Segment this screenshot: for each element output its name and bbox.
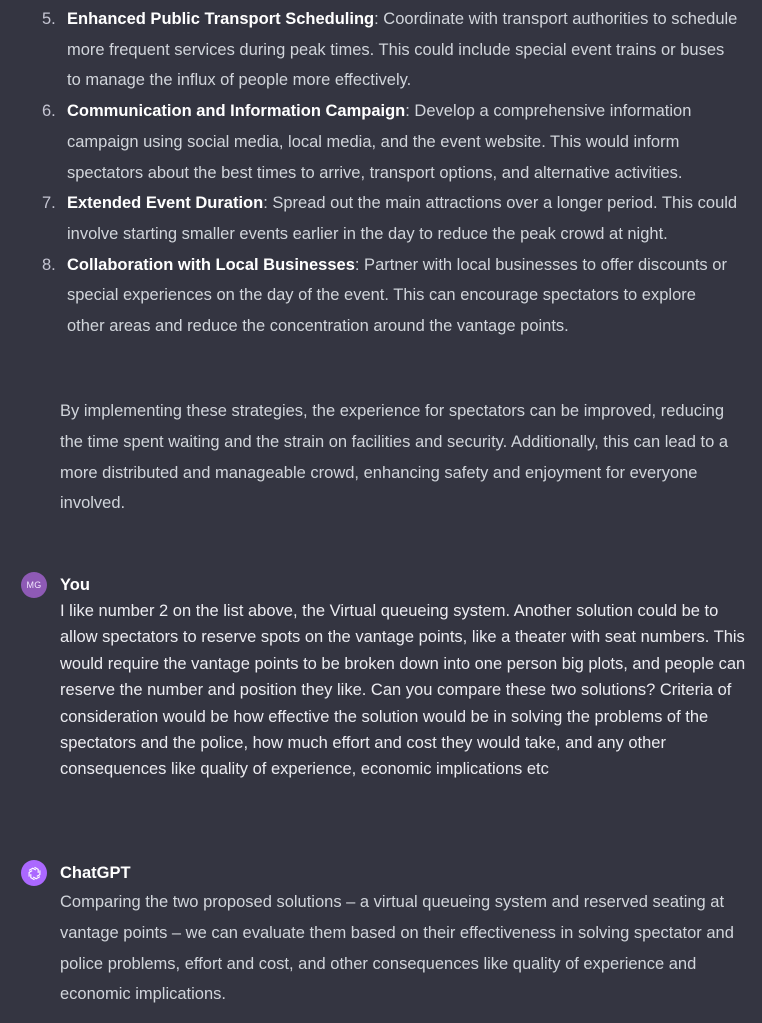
list-item-title: Collaboration with Local Businesses <box>67 255 355 274</box>
user-message-text: I like number 2 on the list above, the Virtual queueing system. Another solution could be to allow spectators to reserve spots on the vantage points, like a theater with seat numbers. This would require the vantage points to be broken down into one person big plots, and people can reserve the number and position they like. Can you compare these two solutions? Criteria of consideration would be how effective the solution would be in solving the problems of the spectators and the police, how much effort and cost they would take, and any other consequences like quality of experience, economic implications etc <box>60 602 746 779</box>
strategy-list <box>0 4 762 342</box>
list-item-title: Communication and Information Campaign <box>67 102 406 121</box>
list-item <box>0 188 762 249</box>
list-number: 8. <box>42 255 56 274</box>
assistant-author-name: ChatGPT <box>60 863 131 882</box>
list-number: 6. <box>42 102 56 121</box>
assistant-message-text: Comparing the two proposed solutions – a virtual queueing system and reserved seating at vantage points – we can evaluate them based on their effectiveness in solving spectator and police problems, effort and cost, and other consequences like quality of experience and economic implications. <box>60 893 734 1004</box>
list-item-text: : Partner with local businesses to offer discounts or special experiences on the day of the event. This can encourage spectators to explore other areas and reduce the concentration around the vantage points. <box>67 255 727 336</box>
summary-paragraph: By implementing these strategies, the experience for spectators can be improved, reducing the time spent waiting and the strain on facilities and security. Additionally, this can lead to a more distributed and manageable crowd, enhancing safety and enjoyment for everyone involved. <box>60 402 729 513</box>
user-author-name: You <box>60 575 90 594</box>
list-item-text: : Spread out the main attractions over a longer period. This could involve starting smaller events earlier in the day to reduce the peak crowd at night. <box>67 194 738 243</box>
list-item-text: : Develop a comprehensive information campaign using social media, local media, and the event website. This would inform spectators about the best times to arrive, transport options, and alternative activities. <box>67 102 692 182</box>
user-message-header <box>21 572 90 598</box>
list-item <box>0 250 762 342</box>
assistant-message-header <box>21 860 131 886</box>
chatgpt-logo-icon <box>21 860 47 886</box>
list-item <box>0 4 762 96</box>
list-item-title: Extended Event Duration <box>67 194 264 213</box>
list-item-text: : Coordinate with transport authorities to schedule more frequent services during peak times. This could include special event trains or buses to manage the influx of people more effectively. <box>67 10 738 90</box>
list-item <box>0 96 762 188</box>
list-number: 7. <box>42 194 56 213</box>
user-avatar: MG <box>21 572 47 598</box>
list-number: 5. <box>42 10 56 28</box>
list-item-title: Enhanced Public Transport Scheduling <box>67 10 375 28</box>
